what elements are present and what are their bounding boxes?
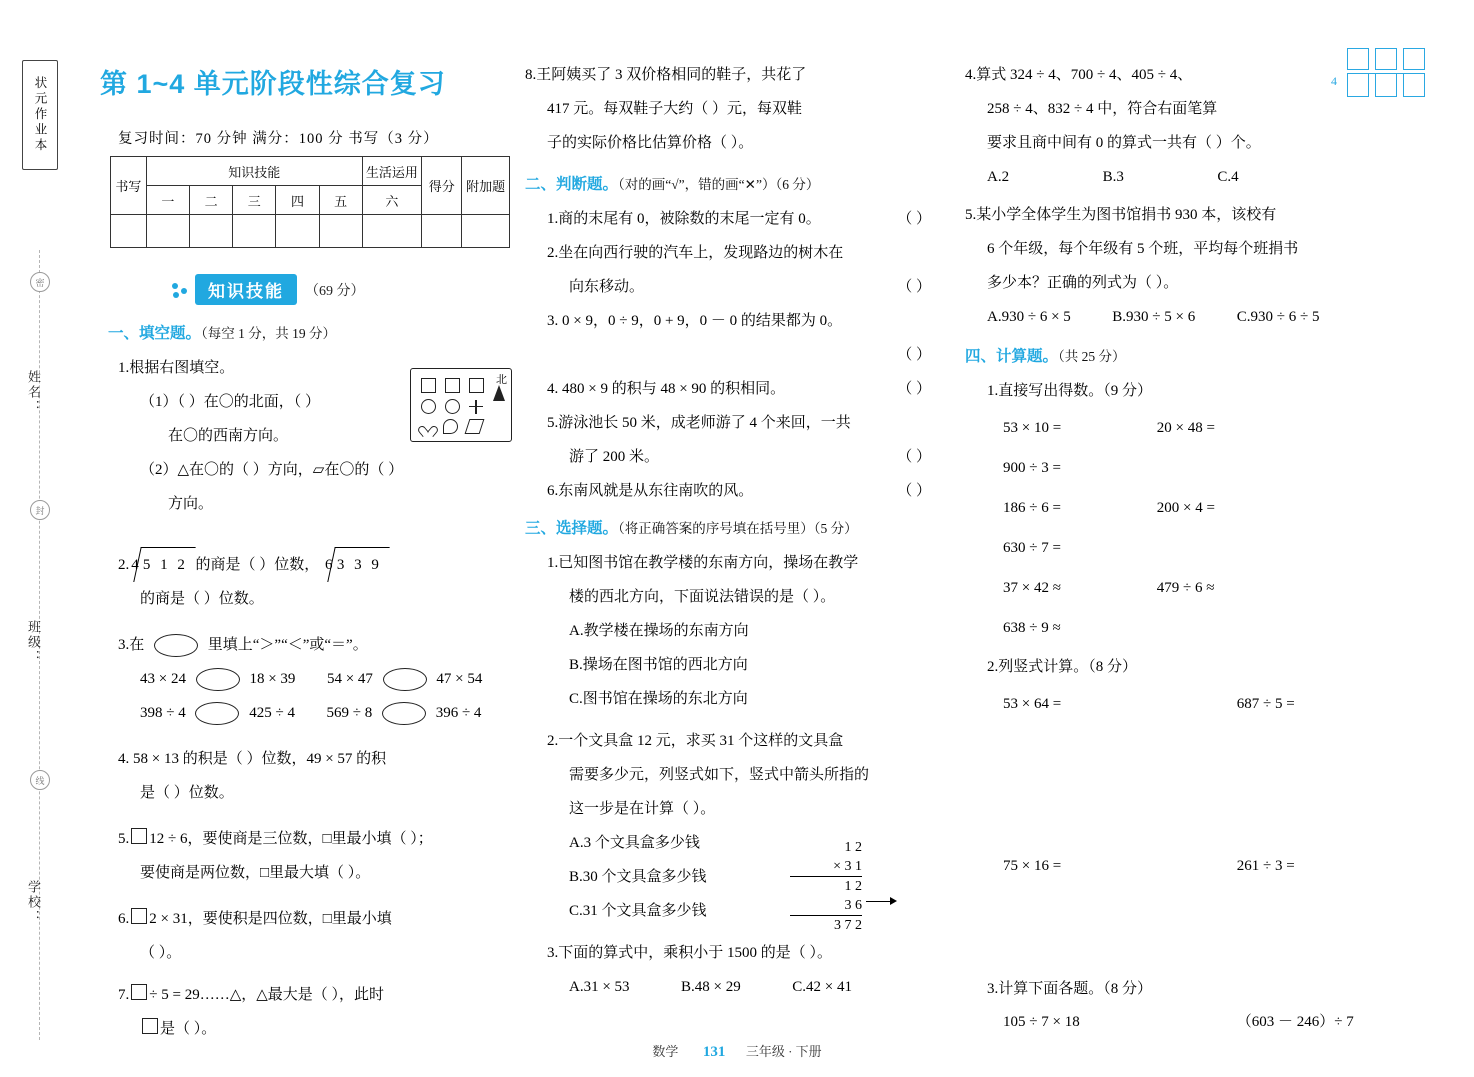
score-input-2[interactable] (190, 215, 233, 248)
judge-item-1 (547, 202, 945, 236)
part3-title: 三、选择题。 (525, 520, 619, 537)
q7-text-1: ÷ 5 = 29……△，△最大是（ ），此时 (149, 987, 385, 1003)
calc3-row-1[interactable] (1003, 1006, 1435, 1038)
score-group-life: 生活运用 (362, 157, 421, 186)
calc2-a2[interactable]: 687 ÷ 5 = (1236, 696, 1295, 712)
calc2-a1[interactable]: 53 × 64 = (1003, 696, 1062, 712)
compare-blank-1[interactable] (196, 668, 240, 691)
choice5-line3[interactable]: 多少本？正确的列式为（ ）。 (987, 275, 1179, 291)
choice5-option-c[interactable]: C.930 ÷ 6 ÷ 5 (1236, 309, 1320, 325)
choice4-options[interactable] (987, 160, 1435, 194)
q3-row-1[interactable] (140, 662, 510, 696)
q6-line2[interactable]: （ ）。 (140, 945, 182, 961)
part3-header (525, 512, 945, 546)
exam-info-line: 复习时间：70 分钟 满分：100 分 书写（3 分） (118, 131, 439, 147)
box-cell-2 (1375, 48, 1397, 70)
q1-line2: 在〇的西南方向。 (168, 428, 289, 444)
name-field-label: 姓名： (26, 370, 41, 415)
score-sub-4: 四 (276, 186, 319, 215)
direction-figure (410, 368, 512, 442)
section-knowledge-header (172, 274, 510, 305)
judge-text-6: 6.东南风就是从东往南吹的风。 (547, 483, 754, 499)
calc1-a1[interactable]: 53 × 10 = (1003, 420, 1062, 436)
choice3-options[interactable] (569, 970, 945, 1004)
score-input-shuxie[interactable] (111, 215, 147, 248)
calc1-row-1[interactable] (1003, 408, 1435, 488)
choice5-options[interactable] (987, 300, 1435, 334)
q7-index: 7. (118, 987, 130, 1003)
left-margin-strip (0, 0, 78, 1077)
box-blank-icon-1[interactable] (131, 828, 147, 844)
q5-line2[interactable]: 要使商是两位数，□里最大填（ ）。 (140, 865, 371, 881)
score-input-6[interactable] (362, 215, 421, 248)
page-title: 第 1~4 单元阶段性综合复习 (100, 69, 446, 99)
calc2-b2[interactable]: 261 ÷ 3 = (1236, 858, 1295, 874)
part2-note: （对的画“√”，错的画“✕”）（6 分） (618, 177, 820, 192)
score-input-1[interactable] (146, 215, 189, 248)
q5-line1[interactable] (118, 822, 510, 856)
judge-text-2b: 向东移动。 (569, 279, 645, 295)
calc1-c2[interactable]: 479 ÷ 6 ≈ (1156, 580, 1215, 596)
choice1-option-b[interactable]: B.操场在图书馆的西北方向 (569, 657, 748, 673)
score-sub-6: 六 (362, 186, 421, 215)
q5-index: 5. (118, 831, 130, 847)
q2-dividend-2: 3 3 9 (336, 557, 382, 573)
choice4-option-c[interactable]: C.4 (1217, 169, 1239, 185)
q3-r1-c: 54 × 47 (326, 671, 373, 687)
vcalc-row-5: 3 7 2 (834, 918, 862, 933)
choice5-option-a[interactable]: A.930 ÷ 6 × 5 (987, 309, 1071, 325)
choice1-option-c[interactable]: C.图书馆在操场的东北方向 (569, 691, 748, 707)
score-sub-1: 一 (146, 186, 189, 215)
column-right (965, 0, 1435, 1038)
calc1-b1[interactable]: 186 ÷ 6 = (1003, 500, 1061, 516)
footer-subject: 数学 (652, 1044, 679, 1059)
box-cell-1 (1347, 48, 1369, 70)
score-sub-3: 三 (233, 186, 276, 215)
q3-r2-b: 425 ÷ 4 (249, 705, 295, 721)
choice3-option-a[interactable]: A.31 × 53 (569, 979, 630, 995)
footer-grade: 三年级 · 下册 (745, 1044, 822, 1059)
q8-line2[interactable]: 417 元。每双鞋子大约（ ）元，每双鞋 (547, 101, 803, 117)
figure-divisor: 4 (1331, 74, 1337, 88)
part1-note: （每空 1 分，共 19 分） (201, 326, 337, 341)
q3-stem (118, 628, 510, 662)
seal-mark-1: 密 (30, 272, 50, 292)
q6-line1[interactable] (118, 902, 510, 936)
judge-item-2-cont (569, 270, 945, 304)
north-arrow-icon (493, 385, 505, 401)
choice5-option-b[interactable]: B.930 ÷ 5 × 6 (1112, 309, 1196, 325)
q3-stem-pre: 3.在 (118, 637, 145, 653)
calc1-row-3[interactable] (1003, 568, 1435, 648)
choice2-line2: 需要多少元，列竖式如下，竖式中箭头所指的 (569, 767, 870, 783)
judge-text-5b: 游了 200 米。 (569, 449, 660, 465)
q1-stem: 1.根据右图填空。 (118, 360, 235, 376)
section-title: 知识技能 (195, 274, 297, 305)
judge-item-3: 3. 0 × 9，0 ÷ 9，0 + 9，0 － 0 的结果都为 0。 (547, 313, 843, 329)
judge-answer-2[interactable]: （ ） (897, 279, 931, 295)
choice4-line3[interactable]: 要求且商中间有 0 的算式一共有（ ）个。 (987, 135, 1261, 151)
cross-shape (469, 400, 483, 414)
calc2-title: 2.列竖式计算。（8 分） (987, 659, 1138, 675)
calc1-a3[interactable]: 900 ÷ 3 = (1003, 460, 1061, 476)
circle-shape-2 (445, 399, 460, 414)
choice4-option-a[interactable]: A.2 (987, 169, 1010, 185)
q4-line1[interactable]: 4. 58 × 13 的积是（ ）位数，49 × 57 的积 (118, 751, 387, 767)
choice4-line2: 258 ÷ 4、832 ÷ 4 中，符合右面笔算 (987, 101, 1218, 117)
calc2-b1[interactable]: 75 × 16 = (1003, 858, 1062, 874)
calc2-workspace-2[interactable] (965, 876, 1435, 972)
judge-answer-5[interactable]: （ ） (897, 449, 931, 465)
seal-mark-2: 封 (30, 500, 50, 520)
parallelogram-shape (465, 419, 485, 434)
choice3-option-b[interactable]: B.48 × 29 (681, 979, 741, 995)
vcalc-row-2: × 3 1 (790, 857, 862, 877)
q2-tail[interactable]: 的商是（ ）位数。 (140, 591, 264, 607)
score-table (110, 156, 510, 248)
box-cell-5 (1375, 74, 1397, 97)
page-footer (0, 1041, 1474, 1061)
q1-line3[interactable]: （2）△在〇的（ ）方向，▱在〇的（ ） (140, 462, 404, 478)
choice4-line1: 4.算式 324 ÷ 4、700 ÷ 4、405 ÷ 4、 (965, 67, 1193, 83)
score-col-shuxie: 书写 (111, 157, 147, 215)
q3-r1-a: 43 × 24 (140, 671, 186, 687)
q2-divisor-1: 4 (131, 557, 139, 573)
calc2-row-2[interactable] (1003, 856, 1435, 876)
judge-answer-1[interactable]: （ ） (897, 211, 931, 227)
boxes-row-top (1347, 48, 1425, 70)
vcalc-row-4: 3 6 (790, 896, 862, 916)
q1-line4: 方向。 (168, 496, 214, 512)
long-division-1 (129, 547, 192, 582)
part4-title: 四、计算题。 (965, 348, 1059, 365)
score-col-extra: 附加题 (462, 157, 510, 215)
judge-item-6 (547, 474, 945, 508)
choice1-option-a[interactable]: A.教学楼在操场的东南方向 (569, 623, 749, 639)
class-field-label: 班级： (26, 620, 41, 665)
box-cell-4 (1347, 74, 1369, 97)
heart-shape (421, 420, 434, 433)
boxes-row-bottom (1347, 73, 1425, 97)
calc1-a2[interactable]: 20 × 48 = (1156, 420, 1215, 436)
square-shape-2 (445, 378, 460, 393)
q2-dividend-1: 5 1 2 (142, 557, 188, 573)
choice2-option-a[interactable]: A.3 个文具盒多少钱 (569, 835, 700, 851)
box-blank-icon-4[interactable] (142, 1018, 158, 1034)
q4-line2[interactable]: 是（ ）位数。 (140, 785, 234, 801)
q3-r2-a: 398 ÷ 4 (140, 705, 186, 721)
box-blank-icon-2[interactable] (131, 908, 147, 924)
judge-answer-6[interactable]: （ ） (897, 483, 931, 499)
choice3-option-c[interactable]: C.42 × 41 (792, 979, 852, 995)
calc3-a1[interactable]: 105 ÷ 7 × 18 (1003, 1014, 1080, 1030)
choice2-line1: 2.一个文具盒 12 元，求买 31 个这样的文具盒 (547, 733, 844, 749)
column-left (80, 0, 510, 1046)
q6-text-1: 2 × 31，要使积是四位数，□里最小填 (149, 911, 392, 927)
calc1-title: 1.直接写出得数。（9 分） (987, 383, 1153, 399)
part4-note: （共 25 分） (1058, 349, 1126, 364)
q3-r2-c: 569 ÷ 8 (326, 705, 373, 721)
q2-index: 2. (118, 557, 130, 573)
choice4-option-b[interactable]: B.3 (1102, 169, 1124, 185)
moon-shape (443, 419, 458, 434)
calc1-c1[interactable]: 37 × 42 ≈ (1003, 580, 1061, 596)
choice3-line1[interactable]: 3.下面的算式中，乘积小于 1500 的是（ ）。 (547, 945, 833, 961)
calc1-b2[interactable]: 200 × 4 = (1156, 500, 1215, 516)
oval-blank-icon[interactable] (154, 634, 198, 657)
long-division-2 (323, 547, 386, 582)
score-input-defen[interactable] (422, 215, 462, 248)
judge-item-5: 5.游泳池长 50 米，成老师游了 4 个来回，一共 (547, 415, 851, 431)
north-label: 北 (496, 374, 507, 386)
score-input-extra[interactable] (462, 215, 510, 248)
q3-row-2[interactable] (140, 696, 510, 730)
school-field-label: 学校： (26, 880, 41, 925)
calc1-c3[interactable]: 638 ÷ 9 ≈ (1003, 620, 1061, 636)
part1-title: 一、填空题。 (108, 325, 202, 342)
choice2-option-b[interactable]: B.30 个文具盒多少钱 (569, 869, 707, 885)
q3-r1-b: 18 × 39 (249, 671, 296, 687)
footer-page-number: 131 (702, 1044, 726, 1060)
calc1-b3[interactable]: 630 ÷ 7 = (1003, 540, 1061, 556)
division-frame-figure (1331, 48, 1425, 97)
vcalc-row-3: 1 2 (844, 879, 862, 894)
q2-middle-text: 的商是（ ）位数， (195, 557, 320, 573)
box-cell-3 (1403, 48, 1425, 70)
score-input-5[interactable] (319, 215, 362, 248)
vcalc-row-1: 1 2 (844, 840, 862, 855)
part2-header (525, 168, 945, 202)
judge-text-4: 4. 480 × 9 的积与 48 × 90 的积相同。 (547, 381, 786, 397)
seal-mark-3: 线 (30, 770, 50, 790)
q6-index: 6. (118, 911, 130, 927)
calc2-workspace-1[interactable] (965, 724, 1435, 856)
dots-icon (172, 282, 190, 298)
calc1-row-2[interactable] (1003, 488, 1435, 568)
choice5-line1: 5.某小学全体学生为图书馆捐书 930 本，该校有 (965, 207, 1277, 223)
judge-item-4 (547, 372, 945, 406)
q5-text-1: 12 ÷ 6，要使商是三位数，□里最小填（ ）； (149, 831, 433, 847)
vertical-calculation-figure (790, 838, 862, 935)
choice2-line3[interactable]: 这一步是在计算（ ）。 (569, 801, 716, 817)
q3-r1-d: 47 × 54 (436, 671, 483, 687)
q3-stem-post: 里填上“＞”“＜”或“＝”。 (207, 637, 368, 653)
calc3-title: 3.计算下面各题。（8 分） (987, 981, 1153, 997)
score-sub-5: 五 (319, 186, 362, 215)
judge-answer-3[interactable]: （ ） (897, 347, 931, 363)
square-shape-1 (421, 378, 436, 393)
calc3-a2[interactable]: （603 － 246）÷ 7 (1236, 1014, 1354, 1030)
q8-line1: 8.王阿姨买了 3 双价格相同的鞋子，共花了 (525, 67, 807, 83)
column-middle (525, 0, 945, 1004)
part1-header (108, 317, 510, 351)
judge-item-5-cont (569, 440, 945, 474)
calc2-row-1[interactable] (1003, 684, 1435, 724)
q3-r2-d: 396 ÷ 4 (435, 705, 482, 721)
q1-line1[interactable]: （1）（ ）在〇的北面，（ ） (140, 394, 321, 410)
circle-shape (421, 399, 436, 414)
judge-item-2: 2.坐在向西行驶的汽车上，发现路边的树木在 (547, 245, 844, 261)
section-score: （69 分） (305, 283, 365, 299)
part3-note: （将正确答案的序号填在括号里）（5 分） (618, 521, 858, 536)
square-shape-3 (469, 378, 484, 393)
judge-answer-4[interactable]: （ ） (897, 381, 931, 397)
compare-blank-3[interactable] (195, 702, 239, 725)
choice1-line1: 1.已知图书馆在教学楼的东南方向，操场在教学 (547, 555, 859, 571)
score-col-defen: 得分 (422, 157, 462, 215)
q7-text-2: 是（ ）。 (160, 1021, 217, 1037)
box-blank-icon-3[interactable] (131, 984, 147, 1000)
score-sub-2: 二 (190, 186, 233, 215)
score-input-3[interactable] (233, 215, 276, 248)
choice2-option-c[interactable]: C.31 个文具盒多少钱 (569, 903, 707, 919)
q7-line1[interactable] (118, 978, 510, 1012)
q2-line[interactable] (118, 547, 510, 582)
brand-badge: 状元作业本 (22, 60, 58, 170)
score-group-knowledge: 知识技能 (146, 157, 362, 186)
compare-blank-2[interactable] (383, 668, 427, 691)
score-input-4[interactable] (276, 215, 319, 248)
box-cell-6 (1403, 74, 1425, 97)
part2-title: 二、判断题。 (525, 176, 619, 193)
choice5-line2: 6 个年级，每个年级有 5 个班，平均每个班捐书 (987, 241, 1299, 257)
judge-text-1: 1.商的末尾有 0，被除数的末尾一定有 0。 (547, 211, 821, 227)
choice1-line2[interactable]: 楼的西北方向，下面说法错误的是（ ）。 (569, 589, 836, 605)
part4-header (965, 340, 1435, 374)
q2-divisor-2: 6 (325, 557, 333, 573)
q8-line3[interactable]: 子的实际价格比估算价格（ ）。 (547, 135, 754, 151)
compare-blank-4[interactable] (382, 702, 426, 725)
